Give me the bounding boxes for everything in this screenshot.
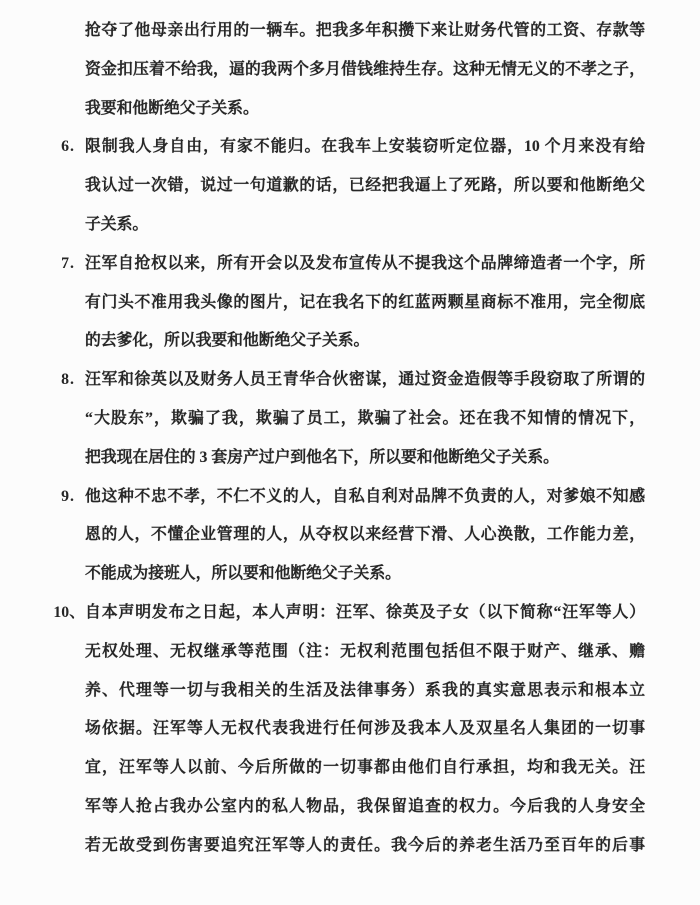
list-item <box>61 245 645 361</box>
text-line: 子关系。 <box>85 215 149 233</box>
text-line: 恩的人，不懂企业管理的人，从夺权以来经营下滑、人心涣散，工作能力差， <box>85 526 645 544</box>
list-item <box>53 594 645 866</box>
text-line: 限制我人身自由，有家不能归。在我车上安装窃听定位器，10 个月来没有给 <box>85 138 645 156</box>
text-line: 不能成为接班人，所以要和他断绝父子关系。 <box>85 565 401 583</box>
text-line: 养、代理等一切与我相关的生活及法律事务）系我的真实意思表示和根本立 <box>85 681 645 699</box>
list-item <box>61 361 645 477</box>
text-line: 宜，汪军等人以前、今后所做的一切事都由他们自行承担，均和我无关。汪 <box>85 759 645 777</box>
text-line: 场依据。汪军等人无权代表我进行任何涉及我本人及双星名人集团的一切事 <box>85 720 645 738</box>
text-line: 资金扣压着不给我，逼的我两个多月借钱维持生存。这种无情无义的不孝之子， <box>85 60 645 78</box>
text-line: 汪军和徐英以及财务人员王青华合伙密谋，通过资金造假等手段窃取了所谓的 <box>85 371 645 389</box>
list-item <box>61 478 645 594</box>
text-line: 自本声明发布之日起，本人声明：汪军、徐英及子女（以下简称“汪军等人） <box>85 603 645 621</box>
text-line: 我认过一次错，说过一句道歉的话，已经把我逼上了死路，所以要和他断绝父 <box>85 177 645 195</box>
text-line: 把我现在居住的 3 套房产过户到他名下，所以要和他断绝父子关系。 <box>85 448 559 466</box>
item-number: 9. <box>61 487 75 505</box>
text-line: 的去爹化，所以我要和他断绝父子关系。 <box>85 332 370 350</box>
list-item <box>61 128 645 244</box>
item-number: 6. <box>61 138 75 156</box>
text-line: 军等人抢占我办公室内的私人物品，我保留追查的权力。今后我的人身安全 <box>85 797 645 815</box>
text-line: 汪军自抢权以来，所有开会以及发布宣传从不提我这个品牌缔造者一个字，所 <box>85 254 645 272</box>
text-line: 他这种不忠不孝，不仁不义的人，自私自利对品牌不负责的人，对爹娘不知感 <box>85 487 645 505</box>
text-line: 无权处理、无权继承等范围（注：无权利范围包括但不限于财产、继承、赡 <box>85 642 645 660</box>
item-number: 7. <box>61 254 75 272</box>
list-item <box>85 12 645 128</box>
text-line: 我要和他断绝父子关系。 <box>85 99 259 117</box>
text-line: 若无故受到伤害要追究汪军等人的责任。我今后的养老生活乃至百年的后事 <box>85 836 645 854</box>
text-line: 有门头不准用我头像的图片，记在我名下的红蓝两颗星商标不准用，完全彻底 <box>85 293 645 311</box>
text-line: “大股东”，欺骗了我，欺骗了员工，欺骗了社会。还在我不知情的情况下， <box>85 409 645 427</box>
text-line: 抢夺了他母亲出行用的一辆车。把我多年积攒下来让财务代管的工资、存款等 <box>85 22 645 39</box>
item-number: 10、 <box>53 603 85 621</box>
item-number: 8. <box>61 371 75 389</box>
